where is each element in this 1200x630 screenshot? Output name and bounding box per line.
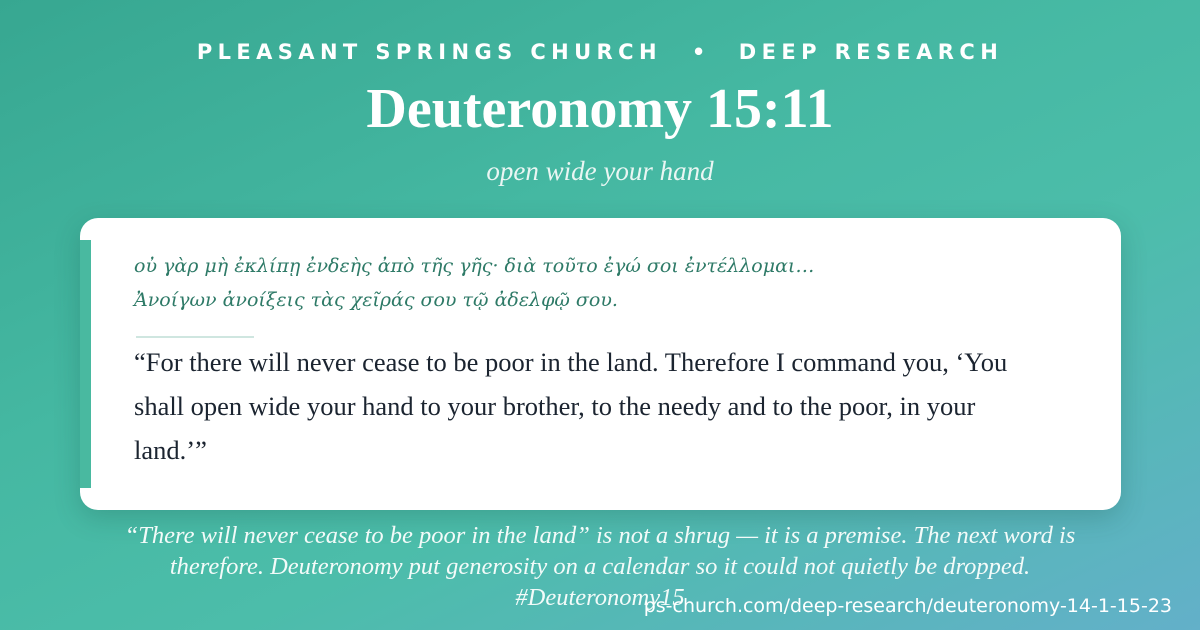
page-subtitle: open wide your hand [486,156,714,186]
card-accent-bar [80,240,91,488]
header-separator: • [691,40,711,64]
section-name: DEEP RESEARCH [738,40,1004,64]
verse-card [80,218,1121,510]
page-url: ps-church.com/deep-research/deuteronomy-14-1-15-23 [643,595,1172,617]
greek-text [134,249,1094,317]
church-name: PLEASANT SPRINGS CHURCH [196,40,662,64]
card-divider [136,336,254,338]
caption-text: “There will never cease to be poor in the land” is not a shrug — it is a premise. The next word is therefore. Deuteronomy put generosity on a calendar so it could not quietly be dropped. #Deuteronomy15 [124,522,1076,611]
greek-line: Ἀνοίγων ἀνοίξεις τὰς χεῖράς σου τῷ ἀδελφῷ σου. [134,289,618,311]
page-title: Deuteronomy 15:11 [366,78,834,140]
english-translation: “For there will never cease to be poor in the land. Therefore I command you, ‘You shall open wide your hand to your brother, to the needy and to the poor, in your land.’” [134,347,1008,465]
greek-line: οὐ γὰρ μὴ ἐκλίπῃ ἐνδεὴς ἀπὸ τῆς γῆς· διὰ τοῦτο ἐγώ σοι ἐντέλλομαι… [134,255,815,277]
site-header [0,40,1200,64]
